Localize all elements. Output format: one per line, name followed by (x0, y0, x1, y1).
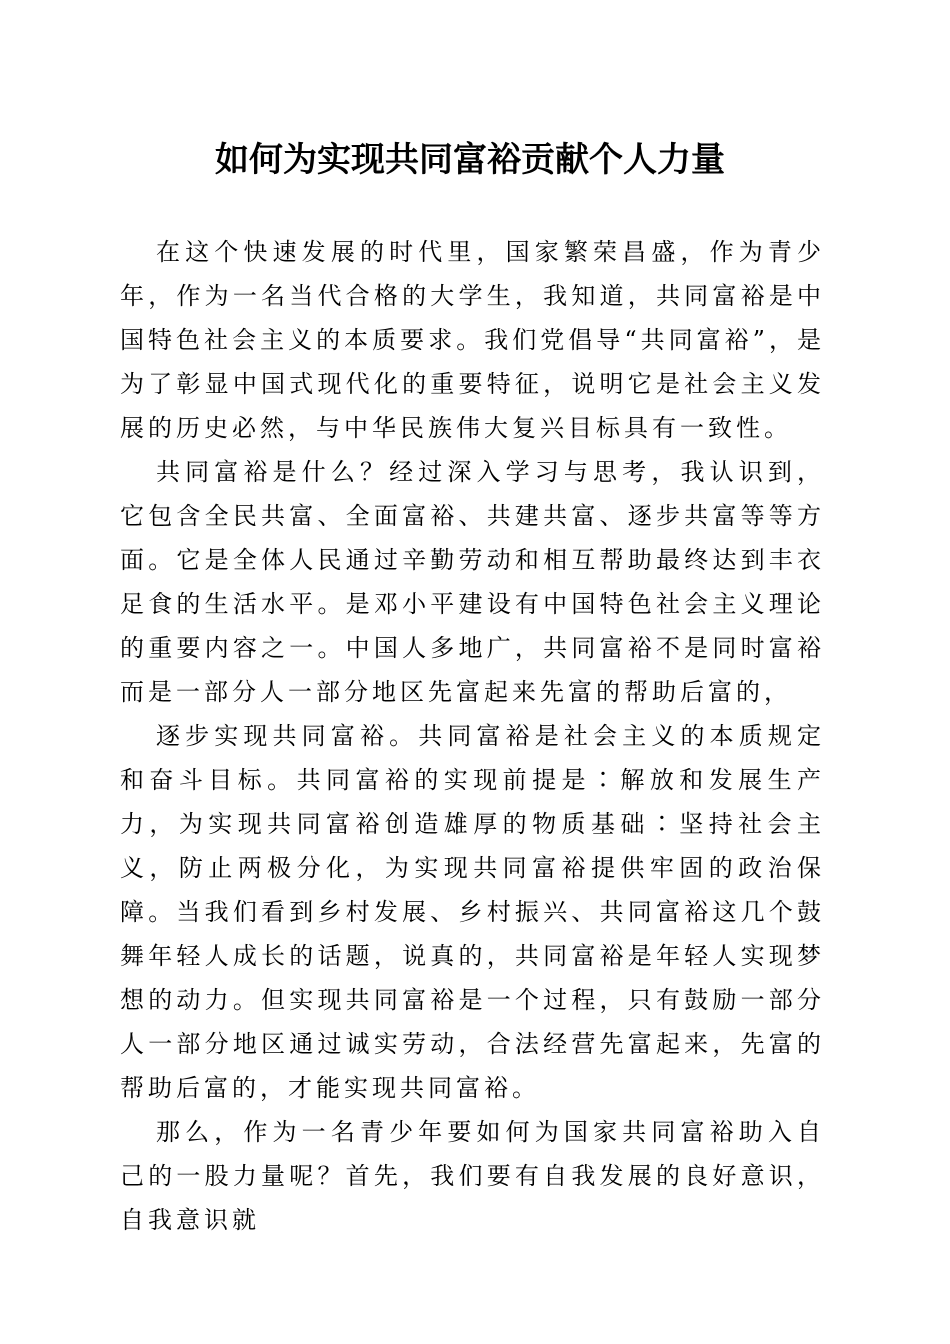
paragraph-3: 逐步实现共同富裕。共同富裕是社会主义的本质规定和奋斗目标。共同富裕的实现前提是∶解放和发展生产力，为实现共同富裕创造雄厚的物质基础∶坚持社会主义，防止两极分化，为实现共同富裕提供牢固的政治保障。当我们看到乡村发展、乡村振兴、共同富裕这几个鼓舞年轻人成长的话题，说真的，共同富裕是年轻人实现梦想的动力。但实现共同富裕是一个过程，只有鼓励一部分人一部分地区通过诚实劳动，合法经营先富起来，先富的帮助后富的，才能实现共同富裕。 (120, 722, 825, 1102)
paragraph-1: 在这个快速发展的时代里，国家繁荣昌盛，作为青少年，作为一名当代合格的大学生，我知道，共同富裕是中国特色社会主义的本质要求。我们党倡导“共同富裕”，是为了彰显中国式现代化的重要特征，说明它是社会主义发展的历史必然，与中华民族伟大复兴目标具有一致性。 (120, 238, 825, 442)
paragraph-4: 那么，作为一名青少年要如何为国家共同富裕助入自己的一股力量呢？首先，我们要有自我发展的良好意识，自我意识就 (120, 1118, 825, 1234)
paragraph-2: 共同富裕是什么？经过深入学习与思考，我认识到，它包含全民共富、全面富裕、共建共富、逐步共富等等方面。它是全体人民通过辛勤劳动和相互帮助最终达到丰衣足食的生活水平。是邓小平建设有中国特色社会主义理论的重要内容之一。中国人多地广，共同富裕不是同时富裕而是一部分人一部分地区先富起来先富的帮助后富的， (120, 458, 825, 706)
document-body (120, 230, 825, 1242)
document-title: 如何为实现共同富裕贡献个人力量 (215, 140, 725, 180)
